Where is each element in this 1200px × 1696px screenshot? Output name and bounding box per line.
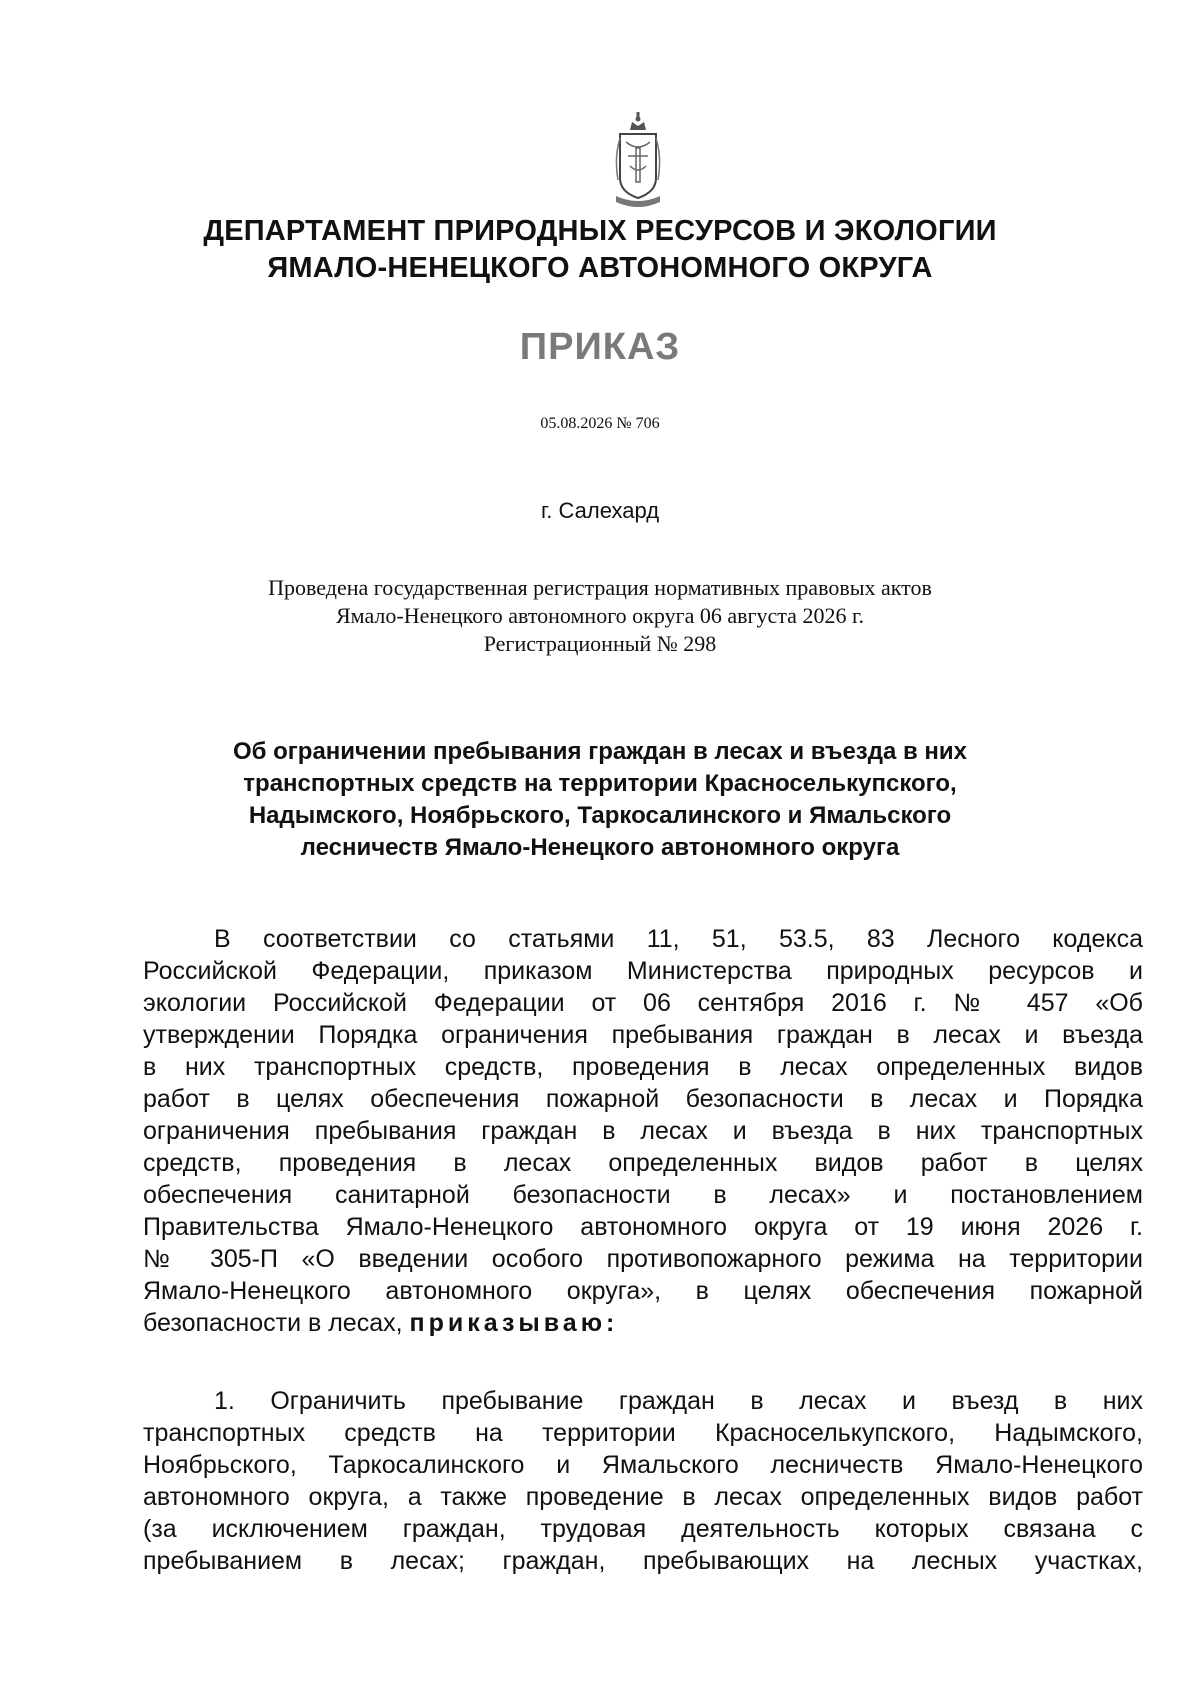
preamble-line: обеспечения санитарной безопасности в лесах» и постановлением [143, 1181, 1143, 1209]
department-name-line1: ДЕПАРТАМЕНТ ПРИРОДНЫХ РЕСУРСОВ И ЭКОЛОГИИ [203, 215, 997, 247]
preamble-line: Ямало-Ненецкого автономного округа», в целях обеспечения пожарной [143, 1277, 1143, 1305]
document-type-title: ПРИКАЗ [519, 326, 681, 368]
order-word: приказываю: [409, 1309, 619, 1337]
preamble-last-text: безопасности в лесах, [143, 1309, 403, 1337]
preamble-line: № 305-П «О введении особого противопожарного режима на территории [143, 1245, 1143, 1273]
document-subject-line: лесничеств Ямало-Ненецкого автономного округа [300, 834, 900, 861]
registration-line: Проведена государственная регистрация нормативных правовых актов [268, 575, 932, 600]
preamble-line: ограничения пребывания граждан в лесах и въезда в них транспортных [143, 1117, 1143, 1145]
registration-line: Ямало-Ненецкого автономного округа 06 августа 2026 г. [336, 603, 864, 628]
preamble-line: работ в целях обеспечения пожарной безопасности в лесах и Порядка [143, 1085, 1143, 1113]
item-1-line: Ноябрьского, Таркосалинского и Ямальского лесничеств Ямало-Ненецкого [143, 1451, 1143, 1479]
preamble-line: утверждении Порядка ограничения пребывания граждан в лесах и въезда [143, 1021, 1143, 1049]
document-date-number: 05.08.2026 № 706 [540, 415, 660, 432]
item-1-line: 1. Ограничить пребывание граждан в лесах и въезд в них [214, 1387, 1143, 1415]
preamble-line: В соответствии со статьями 11, 51, 53.5, 83 Лесного кодекса [214, 925, 1143, 953]
document-city: г. Салехард [540, 498, 660, 523]
registration-number: Регистрационный № 298 [483, 631, 717, 656]
document-subject-line: Надымского, Ноябрьского, Таркосалинского и Ямальского [248, 802, 952, 829]
preamble-line: средств, проведения в лесах определенных видов работ в целях [143, 1149, 1143, 1177]
preamble-line: в них транспортных средств, проведения в лесах определенных видов [143, 1053, 1143, 1081]
document-subject-line: транспортных средств на территории Красноселькупского, [243, 770, 957, 797]
item-1-line: автономного округа, а также проведение в лесах определенных видов работ [143, 1483, 1143, 1511]
coat-of-arms-emblem [612, 108, 664, 212]
preamble-line: Российской Федерации, приказом Министерства природных ресурсов и [143, 957, 1143, 985]
item-1-line: транспортных средств на территории Красноселькупского, Надымского, [143, 1419, 1143, 1447]
document-subject-line: Об ограничении пребывания граждан в лесах и въезда в них [232, 738, 967, 765]
preamble-line: экологии Российской Федерации от 06 сентября 2016 г. № 457 «Об [143, 989, 1143, 1017]
department-name-line2: ЯМАЛО-НЕНЕЦКОГО АВТОНОМНОГО ОКРУГА [267, 252, 933, 284]
preamble-last-line [143, 1307, 618, 1339]
item-1-line: пребыванием в лесах; граждан, пребывающих на лесных участках, [143, 1547, 1143, 1575]
item-1-line: (за исключением граждан, трудовая деятельность которых связана с [143, 1515, 1143, 1543]
preamble-line: Правительства Ямало-Ненецкого автономного округа от 19 июня 2026 г. [143, 1213, 1143, 1241]
